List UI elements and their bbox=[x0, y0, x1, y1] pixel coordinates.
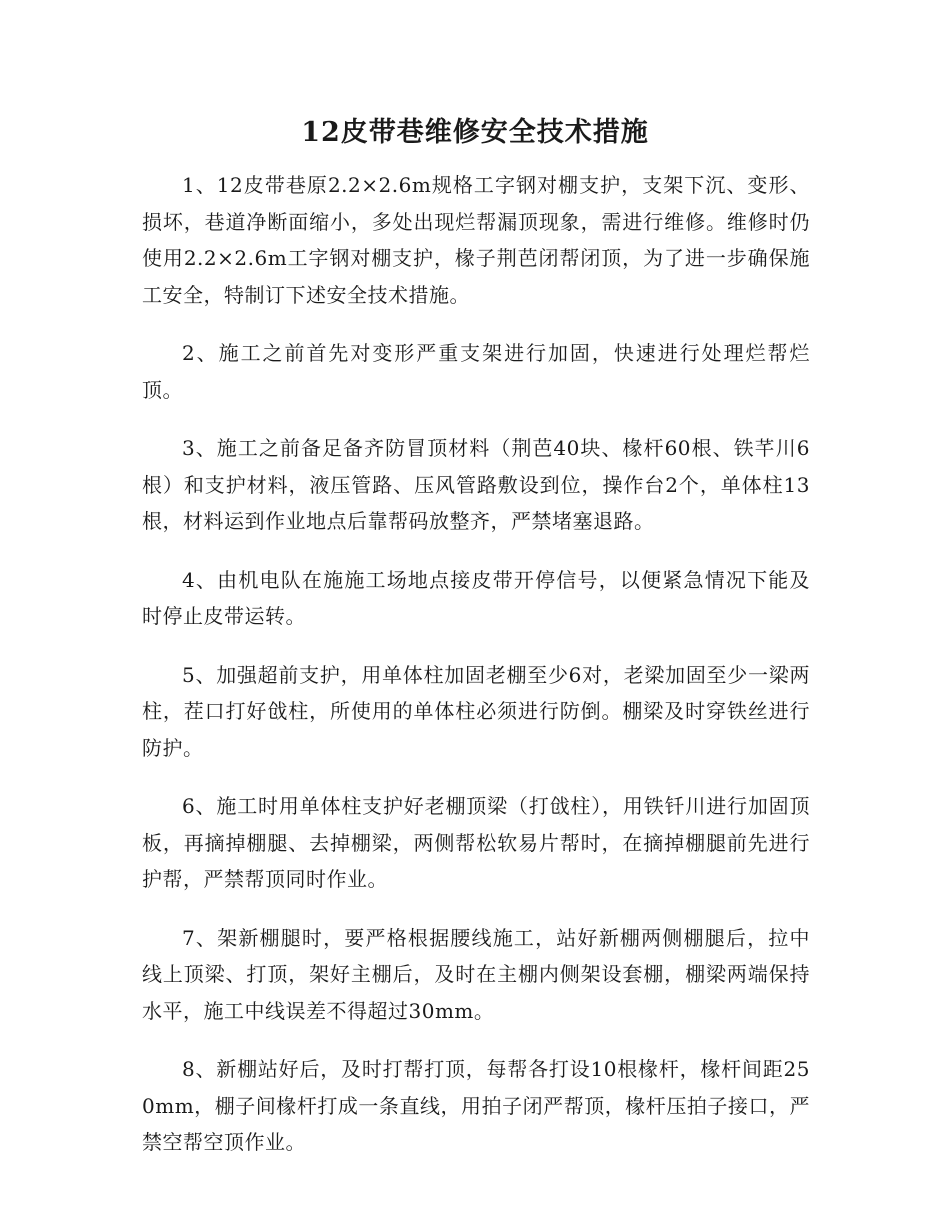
paragraph-1: 1、12皮带巷原2.2×2.6m规格工字钢对棚支护，支架下沉、变形、损坏，巷道净断面缩小，多处出现烂帮漏顶现象，需进行维修。维修时仍使用2.2×2.6m工字钢对棚支护，椽子荆芭闭帮闭顶，为了进一步确保施工安全，特制订下述安全技术措施。 bbox=[142, 173, 810, 307]
paragraph-2: 2、施工之前首先对变形严重支架进行加固，快速进行处理烂帮烂顶。 bbox=[142, 341, 810, 402]
paragraph-7: 7、架新棚腿时，要严格根据腰线施工，站好新棚两侧棚腿后，拉中线上顶梁、打顶，架好主棚后，及时在主棚内侧架设套棚，棚梁两端保持水平，施工中线误差不得超过30mm。 bbox=[142, 925, 810, 1023]
paragraph-6: 6、施工时用单体柱支护好老棚顶梁（打戗柱），用铁钎川进行加固顶板，再摘掉棚腿、去掉棚梁，两侧帮松软易片帮时，在摘掉棚腿前先进行护帮，严禁帮顶同时作业。 bbox=[142, 794, 810, 891]
document-title: 12皮带巷维修安全技术措施 bbox=[301, 117, 649, 148]
document-body bbox=[142, 167, 810, 1183]
paragraph-3: 3、施工之前备足备齐防冒顶材料（荆芭40块、椽杆60根、铁芊川6根）和支护材料，液压管路、压风管路敷设到位，操作台2个，单体柱13根，材料运到作业地点后靠帮码放整齐，严禁堵塞退路。 bbox=[142, 436, 810, 533]
paragraph-4: 4、由机电队在施施工场地点接皮带开停信号，以便紧急情况下能及时停止皮带运转。 bbox=[142, 567, 810, 628]
paragraph-5: 5、加强超前支护，用单体柱加固老棚至少6对，老梁加固至少一梁两柱，茬口打好戗柱，所使用的单体柱必须进行防倒。棚梁及时穿铁丝进行防护。 bbox=[142, 662, 810, 760]
paragraph-8: 8、新棚站好后，及时打帮打顶，每帮各打设10根椽杆，椽杆间距250mm，棚子间椽杆打成一条直线，用拍子闭严帮顶，椽杆压拍子接口，严禁空帮空顶作业。 bbox=[142, 1057, 810, 1154]
